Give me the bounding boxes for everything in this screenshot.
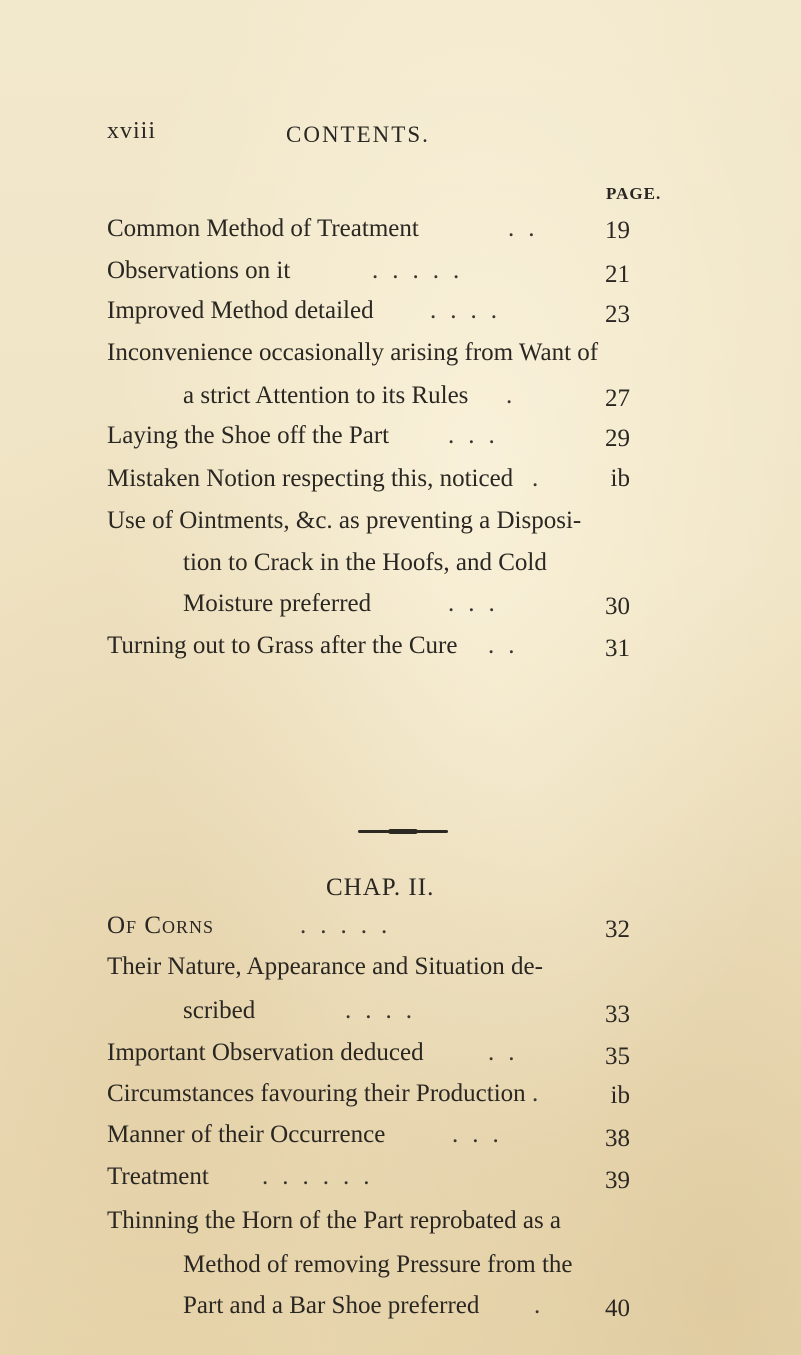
leader-dots: .... [345,997,426,1024]
entry-line: tion to Crack in the Hoofs, and Cold [183,549,547,576]
section-divider [358,830,448,833]
page-number: 39 [605,1167,630,1194]
page-number: 19 [605,217,630,244]
entry-line: scribed [183,997,256,1024]
page-number: 32 [605,916,630,943]
page-number: 35 [605,1043,630,1070]
entry-line: Manner of their Occurrence [107,1121,386,1148]
entry-line: Use of Ointments, &c. as preventing a Disposi- [107,507,582,534]
entry-line: Moisture preferred [183,590,372,617]
page-number: 38 [605,1125,630,1152]
entry-line: Turning out to Grass after the Cure [107,632,458,659]
page-number: ib [610,465,630,492]
entry-line: Important Observation deduced [107,1039,424,1066]
leader-dots: ... [452,1121,513,1148]
page-number: 21 [605,261,630,288]
page-column-label: PAGE. [606,184,662,203]
page-number: 31 [605,635,630,662]
entry-line: Mistaken Notion respecting this, noticed [107,465,514,492]
leader-dots: .. [488,632,529,659]
page-header [0,118,801,158]
chapter-heading: CHAP. II. [326,874,435,901]
leader-dots: . [506,382,527,409]
leader-dots: .. [508,215,549,242]
page-number: 33 [605,1001,630,1028]
leader-dots: .... [430,297,511,324]
entry-line: Observations on it [107,257,291,284]
entry-line: Of Corns [107,912,215,939]
leader-dots: . [534,1292,555,1319]
entry-line: Thinning the Horn of the Part reprobated as a [107,1207,562,1234]
entry-line: a strict Attention to its Rules [183,382,469,409]
entry-line: Inconvenience occasionally arising from Want of [107,339,599,366]
entry-line: Treatment [107,1163,209,1190]
page-number: 30 [605,593,630,620]
entry-line: Common Method of Treatment [107,215,419,242]
leader-dots: ... [448,422,509,449]
page-number: 23 [605,301,630,328]
entry-line: Their Nature, Appearance and Situation de- [107,953,543,980]
page-number: 27 [605,385,630,412]
leader-dots: ...... [262,1163,384,1190]
leader-dots: .. [488,1039,529,1066]
leader-dots: ..... [300,912,402,939]
entry-line: Circumstances favouring their Production [107,1080,526,1107]
leader-dots: ... [448,590,509,617]
leader-dots: . [532,465,553,492]
entry-line: Method of removing Pressure from the [183,1251,573,1278]
page-number: 29 [605,425,630,452]
entry-line: Laying the Shoe off the Part [107,422,390,449]
page-number: 40 [605,1295,630,1322]
page-number: ib [610,1082,630,1109]
entry-line: Part and a Bar Shoe preferred [183,1292,480,1319]
running-head: CONTENTS. [286,122,430,147]
folio: xviii [107,118,157,144]
leader-dots: . [532,1080,553,1107]
leader-dots: ..... [372,257,474,284]
entry-line: Improved Method detailed [107,297,374,324]
